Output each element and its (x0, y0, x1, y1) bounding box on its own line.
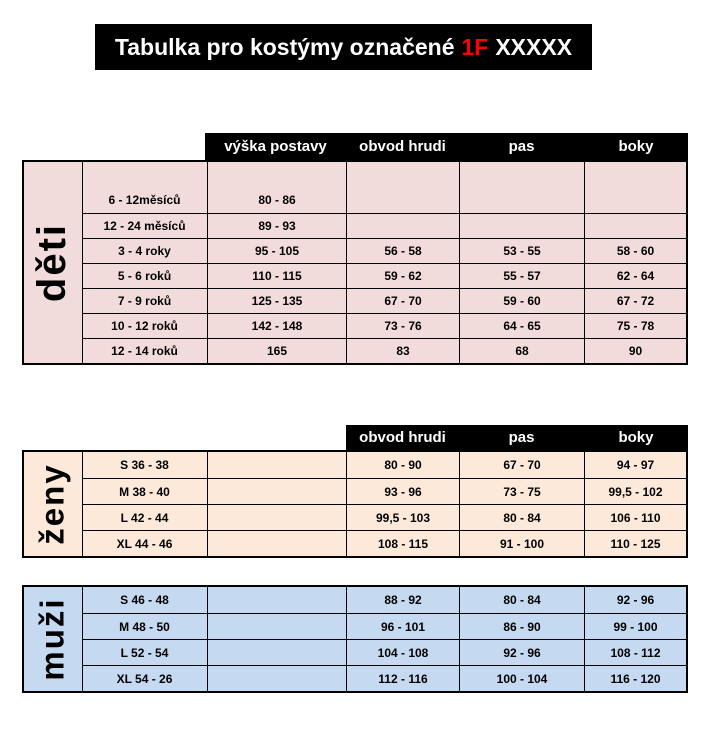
size-cell: M 48 - 50 (119, 619, 170, 634)
table-row (82, 338, 686, 363)
chest-cell: 108 - 115 (346, 531, 459, 556)
hips-cell: 110 - 125 (584, 531, 686, 556)
title-placeholder-text: XXXXX (495, 33, 573, 60)
age-cell: 12 - 14 roků (111, 344, 178, 358)
waist-cell: 68 (459, 339, 584, 363)
zeny-group-label-cell (24, 452, 83, 556)
empty-cell (207, 452, 346, 478)
chest-cell: 83 (346, 339, 459, 363)
hips-cell: 99,5 - 102 (584, 479, 686, 504)
table-row (82, 313, 686, 338)
waist-cell: 80 - 84 (459, 587, 584, 613)
height-cell: 110 - 115 (207, 264, 346, 288)
hips-cell (584, 214, 686, 238)
empty-cell (207, 587, 346, 613)
empty-cell (207, 666, 346, 691)
waist-cell (459, 162, 584, 213)
hips-cell: 75 - 78 (584, 314, 686, 338)
waist-cell: 73 - 75 (459, 479, 584, 504)
chest-cell (346, 214, 459, 238)
hips-cell: 116 - 120 (584, 666, 686, 691)
waist-cell: 100 - 104 (459, 666, 584, 691)
hips-cell (584, 162, 686, 213)
waist-cell: 91 - 100 (459, 531, 584, 556)
size-cell: M 38 - 40 (119, 484, 170, 499)
column-header-waist: pas (508, 429, 535, 446)
height-cell: 89 - 93 (207, 214, 346, 238)
chest-cell: 67 - 70 (346, 289, 459, 313)
table-row (82, 238, 686, 263)
waist-cell: 59 - 60 (459, 289, 584, 313)
age-cell: 10 - 12 roků (111, 319, 178, 333)
chest-cell: 80 - 90 (346, 452, 459, 478)
age-cell: 3 - 4 roky (118, 244, 171, 258)
chest-cell: 96 - 101 (346, 614, 459, 639)
hips-cell: 62 - 64 (584, 264, 686, 288)
waist-cell: 86 - 90 (459, 614, 584, 639)
column-header-waist: pas (508, 138, 535, 155)
column-header-chest: obvod hrudi (359, 429, 446, 446)
chest-cell: 59 - 62 (346, 264, 459, 288)
hips-cell: 99 - 100 (584, 614, 686, 639)
hips-cell: 108 - 112 (584, 640, 686, 665)
chest-cell: 112 - 116 (346, 666, 459, 691)
height-cell: 80 - 86 (207, 162, 346, 213)
height-cell: 165 (207, 339, 346, 363)
table-row (82, 587, 686, 613)
table-row (82, 530, 686, 556)
column-header-height: výška postavy (224, 138, 327, 155)
title-text: Tabulka pro kostýmy označené (114, 33, 455, 60)
column-header-hips: boky (618, 138, 654, 155)
muzi-group-label: muži (34, 597, 72, 681)
age-cell: 6 - 12měsíců (108, 193, 181, 207)
chest-cell: 93 - 96 (346, 479, 459, 504)
table-row (82, 478, 686, 504)
chest-cell: 99,5 - 103 (346, 505, 459, 530)
column-header-chest: obvod hrudi (359, 138, 446, 155)
chest-cell: 88 - 92 (346, 587, 459, 613)
chest-cell: 56 - 58 (346, 239, 459, 263)
empty-cell (207, 505, 346, 530)
waist-cell: 64 - 65 (459, 314, 584, 338)
height-cell: 95 - 105 (207, 239, 346, 263)
title-code-highlight: 1F (461, 33, 489, 60)
hips-cell: 58 - 60 (584, 239, 686, 263)
chest-cell: 104 - 108 (346, 640, 459, 665)
table-row (82, 288, 686, 313)
hips-cell: 92 - 96 (584, 587, 686, 613)
deti-group-label-cell (24, 162, 83, 363)
hips-cell: 90 (584, 339, 686, 363)
size-cell: S 46 - 48 (120, 593, 169, 607)
deti-header-row (205, 133, 688, 160)
waist-cell: 53 - 55 (459, 239, 584, 263)
table-row (82, 263, 686, 288)
waist-cell: 92 - 96 (459, 640, 584, 665)
hips-cell: 106 - 110 (584, 505, 686, 530)
waist-cell: 67 - 70 (459, 452, 584, 478)
empty-cell (207, 614, 346, 639)
page-title (95, 24, 592, 70)
zeny-header-row (346, 425, 688, 450)
column-header-hips: boky (618, 429, 654, 446)
table-row (82, 504, 686, 530)
size-cell: S 36 - 38 (120, 458, 169, 472)
waist-cell: 80 - 84 (459, 505, 584, 530)
size-cell: XL 44 - 46 (116, 536, 173, 551)
empty-cell (207, 479, 346, 504)
chest-cell (346, 162, 459, 213)
table-row (82, 452, 686, 478)
age-cell: 12 - 24 měsíců (103, 219, 186, 233)
table-row (82, 213, 686, 238)
age-cell: 5 - 6 roků (117, 269, 172, 283)
empty-cell (207, 640, 346, 665)
table-row (82, 639, 686, 665)
hips-cell: 67 - 72 (584, 289, 686, 313)
deti-table (22, 160, 688, 365)
size-cell: L 52 - 54 (120, 645, 169, 660)
muzi-group-label-cell (24, 587, 83, 691)
deti-group-label: děti (30, 222, 75, 303)
waist-cell: 55 - 57 (459, 264, 584, 288)
zeny-group-label: ženy (34, 463, 71, 545)
size-cell: L 42 - 44 (120, 510, 169, 525)
empty-cell (207, 531, 346, 556)
height-cell: 142 - 148 (207, 314, 346, 338)
hips-cell: 94 - 97 (584, 452, 686, 478)
height-cell: 125 - 135 (207, 289, 346, 313)
waist-cell (459, 214, 584, 238)
table-row (82, 665, 686, 691)
chest-cell: 73 - 76 (346, 314, 459, 338)
age-cell: 7 - 9 roků (117, 294, 172, 308)
size-cell: XL 54 - 26 (116, 671, 173, 686)
table-row (82, 613, 686, 639)
muzi-table (22, 585, 688, 693)
table-row (82, 162, 686, 213)
zeny-table (22, 450, 688, 558)
